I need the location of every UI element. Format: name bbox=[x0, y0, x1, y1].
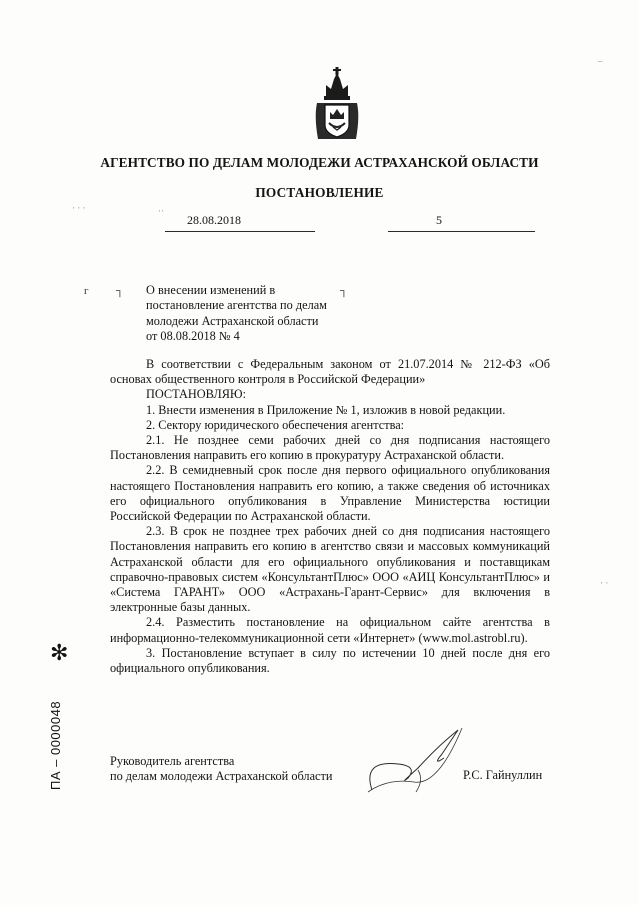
scan-noise: ⋅ ⋅ ⋅ bbox=[72, 203, 86, 213]
resolution-keyword: ПОСТАНОВЛЯЮ: bbox=[146, 387, 246, 402]
scan-noise: ⋅⋅ bbox=[158, 206, 165, 216]
subject-line: О внесении изменений в bbox=[146, 283, 276, 297]
subject-line: молодежи Астраханской области bbox=[146, 313, 319, 328]
signatory-role-line: по делам молодежи Астраханской области bbox=[110, 769, 333, 784]
document-type-title: ПОСТАНОВЛЕНИЕ bbox=[255, 185, 384, 200]
document-body bbox=[110, 357, 550, 676]
signatory-role-line: Руководитель агентства bbox=[110, 754, 235, 768]
preamble-paragraph: В соответствии с Федеральным законом от 21.07.2014 № 212-ФЗ «Об основах общественного контроля в Российской Федерации» bbox=[110, 357, 550, 387]
clause-3: 3. Постановление вступает в силу по истечении 10 дней после дня его официального опубликования. bbox=[110, 645, 550, 676]
corner-mark: ┐ bbox=[116, 285, 124, 297]
clause-1: 1. Внести изменения в Приложение № 1, изложив в новой редакции. bbox=[146, 402, 506, 417]
scan-noise: ⋅ ⋅ bbox=[600, 578, 609, 588]
handwritten-signature bbox=[358, 720, 468, 800]
clause-2-1: 2.1. Не позднее семи рабочих дней со дня подписания настоящего Постановления направить его копию в прокуратуру Астраханской области. bbox=[110, 433, 550, 463]
signatory-name: Р.С. Гайнуллин bbox=[463, 768, 543, 782]
scan-noise: ‒ bbox=[598, 56, 603, 66]
document-number: 5 bbox=[436, 213, 442, 227]
document-subject bbox=[146, 283, 356, 344]
number-underline bbox=[388, 231, 535, 232]
signatory-role bbox=[110, 754, 332, 785]
clause-2-2: 2.2. В семидневный срок после дня первого официального опубликования настоящего Постановления направить его копию, а также сведения об источниках его официального опубликования в Управление Министерства юстиции Российской Федерации по Астраханской области. bbox=[110, 463, 550, 524]
document-date: 28.08.2018 bbox=[187, 213, 241, 227]
star-icon: ✻ bbox=[50, 640, 69, 665]
corner-mark: г bbox=[84, 285, 89, 297]
clause-2: 2. Сектору юридического обеспечения агентства: bbox=[146, 417, 405, 432]
subject-line: постановление агентства по делам bbox=[146, 298, 327, 313]
clause-2-4: 2.4. Разместить постановление на официальном сайте агентства в информационно-телекоммуникационной сети «Интернет» (www.mol.astrobl.ru). bbox=[110, 615, 550, 645]
corner-mark: ┐ bbox=[340, 285, 348, 297]
agency-title: АГЕНТСТВО ПО ДЕЛАМ МОЛОДЕЖИ АСТРАХАНСКОЙ ОБЛАСТИ bbox=[100, 155, 539, 170]
subject-line: от 08.08.2018 № 4 bbox=[146, 328, 240, 343]
registry-stamp: ПА – 0000048 bbox=[48, 700, 63, 790]
coat-of-arms-emblem bbox=[314, 67, 360, 141]
clause-2-3: 2.3. В срок не позднее трех рабочих дней со дня подписания настоящего Постановления направить его копию в агентство связи и массовых коммуникаций Астраханской области для его официального опубликования и поставщикам справочно-правовых систем «КонсультантПлюс» ООО «АИЦ КонсультантПлюс» и «Система ГАРАНТ» ООО «Астрахань-Гарант-Сервис» для включения в электронные базы данных. bbox=[110, 524, 550, 615]
date-underline bbox=[165, 231, 315, 232]
